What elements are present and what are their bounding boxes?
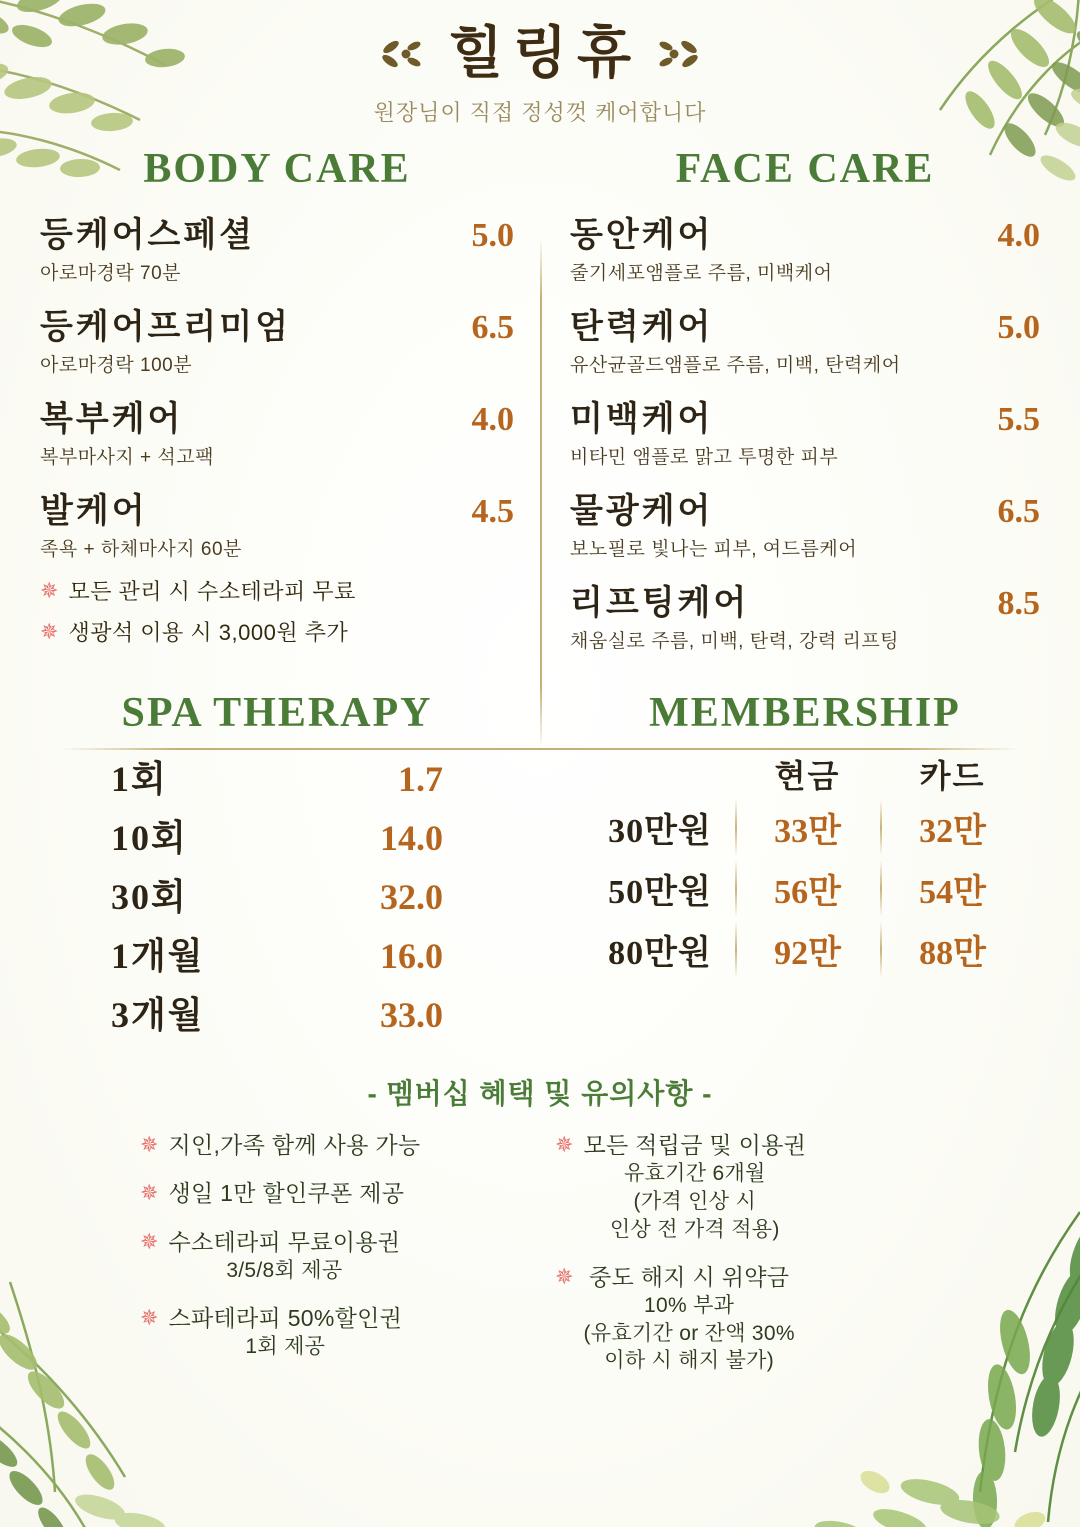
benefits-section bbox=[0, 1072, 1080, 1393]
star-icon: ✵ bbox=[140, 1132, 159, 1157]
star-icon: ✵ bbox=[555, 1263, 574, 1289]
benefit-text-group bbox=[168, 1303, 402, 1361]
table-header-row bbox=[585, 751, 1025, 797]
table-row bbox=[87, 987, 467, 1038]
menu-item bbox=[570, 207, 1040, 285]
membership-col-card: 카드 bbox=[919, 758, 986, 794]
list-item bbox=[140, 1178, 545, 1208]
menu-item bbox=[570, 391, 1040, 469]
benefit-subtext: 이하 시 해지 불가) bbox=[604, 1349, 775, 1373]
benefit-text: 모든 적립금 및 이용권 bbox=[583, 1132, 807, 1158]
membership-cash: 92만 bbox=[735, 925, 880, 974]
menu-item-name: 물광케어 bbox=[570, 493, 714, 530]
benefit-subtext: 유효기간 6개월 bbox=[623, 1162, 766, 1186]
menu-item-desc: 복부마사지 + 석고팩 bbox=[40, 447, 214, 468]
list-item bbox=[140, 1227, 545, 1285]
note-text: 생광석 이용 시 3,000원 추가 bbox=[68, 620, 349, 645]
benefits-right-column bbox=[555, 1130, 960, 1393]
section-title-body-care: BODY CARE bbox=[143, 146, 411, 192]
membership-amount: 80만원 bbox=[608, 935, 712, 972]
list-item bbox=[140, 1130, 545, 1160]
benefit-subtext: (유효기간 or 잔액 30% bbox=[583, 1321, 795, 1345]
spa-value: 32.0 bbox=[380, 877, 443, 917]
note-row bbox=[40, 616, 514, 647]
poster-header bbox=[0, 0, 1080, 127]
menu-grid bbox=[0, 145, 1080, 1046]
menu-item-desc: 아로마경락 100분 bbox=[40, 355, 193, 376]
spa-value: 16.0 bbox=[380, 936, 443, 976]
menu-item bbox=[40, 483, 514, 561]
menu-item-price: 5.0 bbox=[471, 217, 514, 254]
star-icon: ✵ bbox=[140, 1228, 159, 1254]
spa-value: 33.0 bbox=[380, 995, 443, 1035]
menu-item-name: 동안케어 bbox=[570, 217, 714, 254]
membership-cash: 56만 bbox=[735, 864, 880, 913]
menu-item-name: 미백케어 bbox=[570, 401, 714, 438]
membership-amount: 30만원 bbox=[608, 813, 712, 850]
table-row bbox=[585, 864, 1025, 913]
menu-item-name: 등케어스페셜 bbox=[40, 217, 256, 254]
menu-item-name: 복부케어 bbox=[40, 401, 184, 438]
benefit-text: 중도 해지 시 위약금 bbox=[589, 1263, 790, 1290]
table-row bbox=[87, 869, 467, 920]
menu-item-price: 6.5 bbox=[471, 309, 514, 346]
spa-label: 1개월 bbox=[111, 936, 205, 976]
section-title-face-care: FACE CARE bbox=[675, 146, 935, 192]
benefit-subtext: 10% 부과 bbox=[644, 1293, 735, 1317]
list-item bbox=[555, 1262, 960, 1376]
menu-item-desc: 비타민 앰플로 맑고 투명한 피부 bbox=[570, 447, 839, 468]
section-title-membership: MEMBERSHIP bbox=[649, 690, 961, 736]
leaf-sprig-icon bbox=[659, 37, 699, 71]
membership-cash: 33만 bbox=[735, 803, 880, 852]
menu-item-price: 5.5 bbox=[997, 401, 1040, 438]
section-body-care bbox=[40, 145, 540, 667]
menu-item-desc: 보노필로 빛나는 피부, 여드름케어 bbox=[570, 539, 858, 560]
menu-item-price: 6.5 bbox=[997, 493, 1040, 530]
membership-table bbox=[585, 751, 1025, 974]
membership-card: 32만 bbox=[880, 803, 1025, 852]
benefit-text-group bbox=[583, 1262, 794, 1376]
menu-item-name: 탄력케어 bbox=[570, 309, 714, 346]
spa-value: 14.0 bbox=[380, 818, 443, 858]
menu-item-name: 리프팅케어 bbox=[570, 585, 750, 622]
benefit-subtext: 1회 제공 bbox=[245, 1335, 326, 1359]
section-membership bbox=[540, 667, 1040, 1046]
table-row bbox=[87, 810, 467, 861]
menu-item-name: 발케어 bbox=[40, 493, 148, 530]
menu-item-price: 5.0 bbox=[997, 309, 1040, 346]
note-text: 모든 관리 시 수소테라피 무료 bbox=[68, 579, 356, 604]
menu-item bbox=[40, 207, 514, 285]
benefit-text: 지인,가족 함께 사용 가능 bbox=[168, 1132, 421, 1158]
benefits-title: - 멤버십 혜택 및 유의사항 - bbox=[367, 1078, 713, 1109]
spa-label: 10회 bbox=[111, 818, 188, 858]
menu-item-desc: 채움실로 주름, 미백, 탄력, 강력 리프팅 bbox=[570, 631, 900, 652]
brand-subtitle: 원장님이 직접 정성껏 케어합니다 bbox=[373, 100, 707, 125]
benefit-text: 스파테라피 50%할인권 bbox=[168, 1304, 403, 1331]
membership-card: 88만 bbox=[880, 925, 1025, 974]
section-face-care bbox=[540, 145, 1040, 667]
list-item bbox=[140, 1303, 545, 1361]
menu-item-price: 8.5 bbox=[997, 585, 1040, 622]
benefit-subtext: 3/5/8회 제공 bbox=[226, 1259, 343, 1283]
spa-label: 30회 bbox=[111, 877, 188, 917]
star-icon: ✵ bbox=[140, 1304, 159, 1330]
table-row bbox=[87, 751, 467, 802]
spa-label: 1회 bbox=[111, 759, 168, 799]
menu-item-desc: 족욕 + 하체마사지 60분 bbox=[40, 539, 242, 560]
menu-item bbox=[570, 299, 1040, 377]
note-row bbox=[40, 575, 514, 606]
star-icon: ✵ bbox=[40, 618, 59, 644]
section-title-spa-therapy: SPA THERAPY bbox=[121, 690, 433, 736]
membership-col-cash: 현금 bbox=[774, 758, 841, 794]
menu-item bbox=[40, 299, 514, 377]
benefit-subtext: 인상 전 가격 적용) bbox=[609, 1217, 780, 1241]
membership-amount: 50만원 bbox=[608, 874, 712, 911]
star-icon: ✵ bbox=[140, 1180, 159, 1206]
menu-item-desc: 줄기세포앰플로 주름, 미백케어 bbox=[570, 263, 833, 284]
spa-value: 1.7 bbox=[398, 759, 443, 799]
benefit-text: 생일 1만 할인쿠폰 제공 bbox=[168, 1180, 405, 1207]
menu-item-price: 4.0 bbox=[471, 401, 514, 438]
menu-item-desc: 아로마경락 70분 bbox=[40, 263, 182, 284]
menu-item bbox=[570, 575, 1040, 653]
table-row bbox=[585, 803, 1025, 852]
menu-item-desc: 유산균골드앰플로 주름, 미백, 탄력케어 bbox=[570, 355, 901, 376]
section-spa-therapy bbox=[40, 667, 540, 1046]
leaf-sprig-icon bbox=[381, 37, 421, 71]
benefit-text: 수소테라피 무료이용권 bbox=[168, 1228, 401, 1255]
spa-price-table bbox=[87, 751, 467, 1038]
menu-item-price: 4.0 bbox=[997, 217, 1040, 254]
star-icon: ✵ bbox=[40, 577, 59, 603]
menu-item bbox=[40, 391, 514, 469]
benefit-text-group bbox=[168, 1227, 400, 1285]
benefit-text-group bbox=[583, 1130, 806, 1244]
benefits-left-column bbox=[140, 1130, 545, 1393]
table-row bbox=[87, 928, 467, 979]
table-row bbox=[585, 925, 1025, 974]
list-item bbox=[555, 1130, 960, 1244]
benefit-subtext: (가격 인상 시 bbox=[633, 1190, 757, 1214]
menu-item-name: 등케어프리미엄 bbox=[40, 309, 291, 346]
page-title: 힐링휴 bbox=[448, 23, 642, 85]
membership-card: 54만 bbox=[880, 864, 1025, 913]
menu-item-price: 4.5 bbox=[471, 493, 514, 530]
menu-item bbox=[570, 483, 1040, 561]
spa-label: 3개월 bbox=[111, 995, 205, 1035]
star-icon: ✵ bbox=[555, 1132, 574, 1157]
